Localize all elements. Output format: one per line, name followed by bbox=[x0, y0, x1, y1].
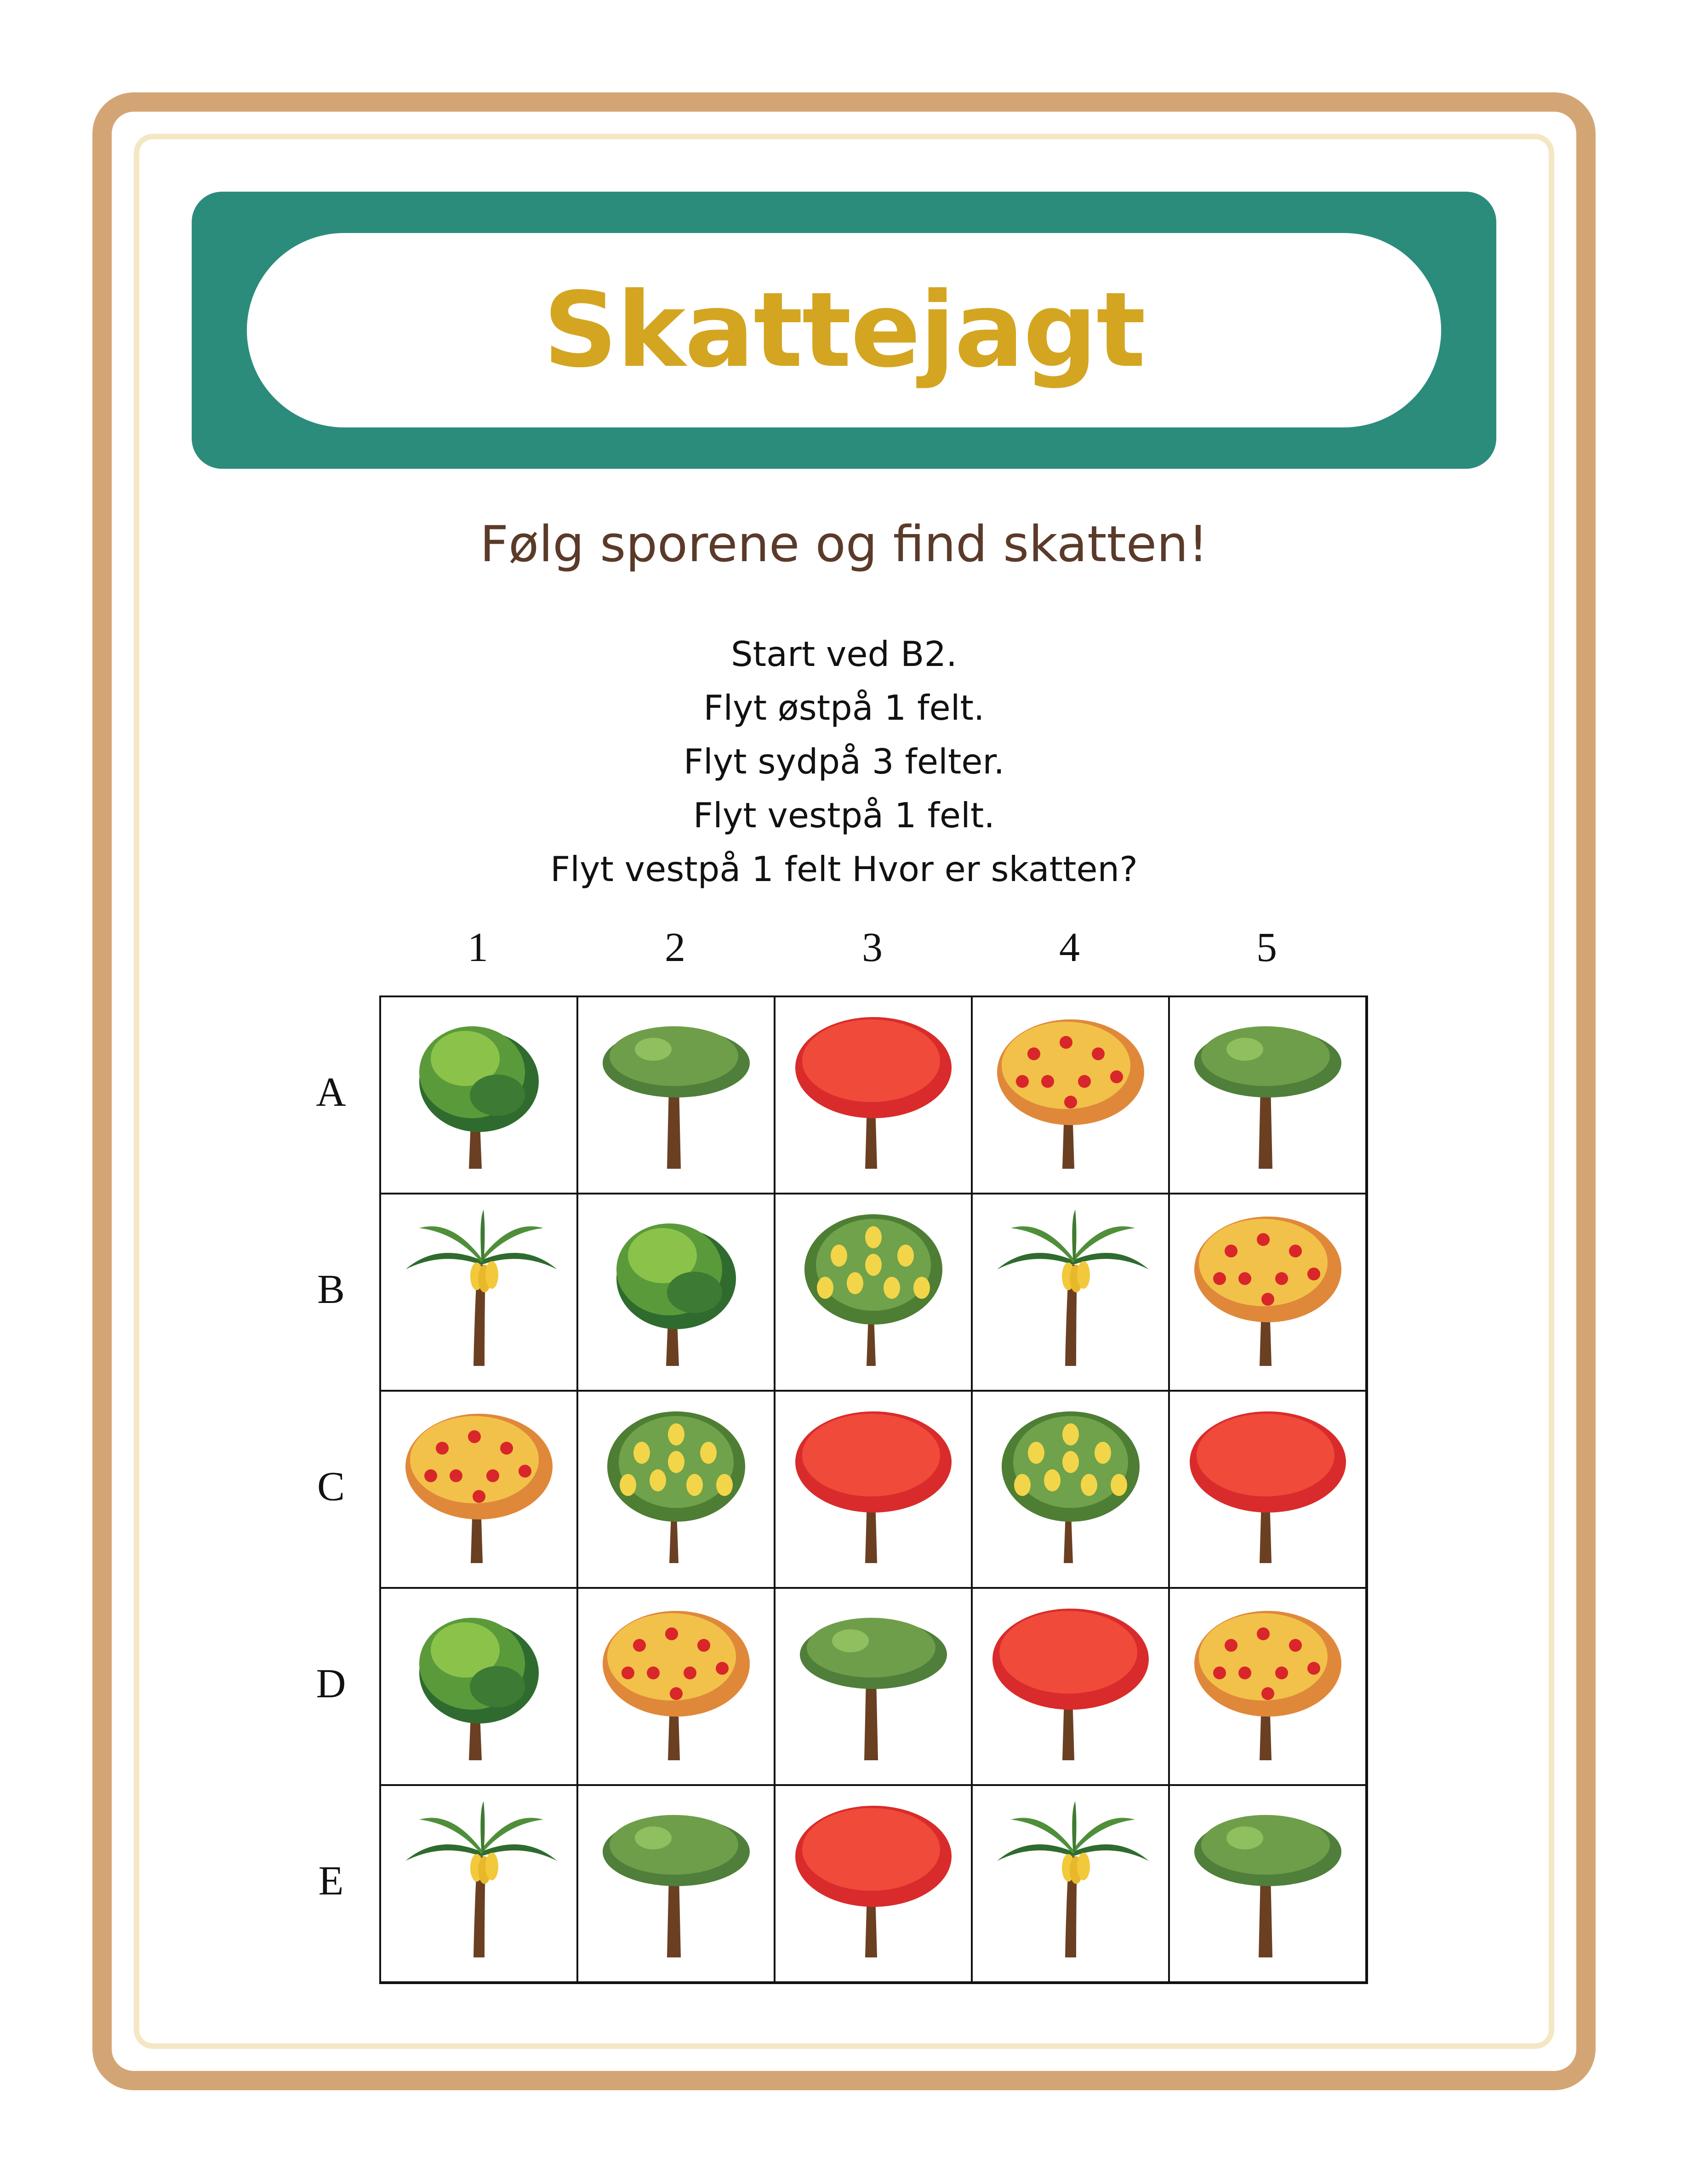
instruction-line: Flyt sydpå 3 felter. bbox=[683, 741, 1005, 782]
grid-cell-B3 bbox=[775, 1194, 972, 1391]
instructions bbox=[0, 627, 1688, 896]
green-tree-icon bbox=[584, 1792, 768, 1976]
grid-cell-D1 bbox=[380, 1588, 577, 1785]
palm-tree-icon bbox=[979, 1200, 1163, 1384]
red-tree-icon bbox=[781, 1398, 965, 1581]
grid-cell-C3 bbox=[775, 1391, 972, 1588]
grid-cell-C5 bbox=[1169, 1391, 1366, 1588]
treasure-grid bbox=[379, 995, 1368, 1984]
grid-cell-A3 bbox=[775, 996, 972, 1194]
green-tree-icon bbox=[1176, 1003, 1360, 1187]
red-tree-icon bbox=[781, 1003, 965, 1187]
grid-cell-A4 bbox=[972, 996, 1169, 1194]
lemon-tree-icon bbox=[584, 1398, 768, 1581]
grid-cell-E5 bbox=[1169, 1785, 1366, 1982]
lemon-tree-icon bbox=[979, 1398, 1163, 1581]
column-label: 4 bbox=[1059, 925, 1080, 970]
palm-tree-icon bbox=[387, 1792, 571, 1976]
apple-tree-icon bbox=[1176, 1200, 1360, 1384]
column-label: 2 bbox=[665, 925, 685, 970]
page-title: Skattejagt bbox=[543, 270, 1145, 391]
grid-cell-B2 bbox=[577, 1194, 775, 1391]
palm-tree-icon bbox=[979, 1792, 1163, 1976]
column-label: 3 bbox=[862, 925, 883, 970]
bush-tree-icon bbox=[584, 1200, 768, 1384]
green-tree-icon bbox=[584, 1003, 768, 1187]
red-tree-icon bbox=[781, 1792, 965, 1976]
grid-cell-D2 bbox=[577, 1588, 775, 1785]
instruction-line: Flyt vestpå 1 felt Hvor er skatten? bbox=[550, 849, 1138, 889]
grid-cell-E3 bbox=[775, 1785, 972, 1982]
apple-tree-icon bbox=[584, 1595, 768, 1779]
apple-tree-icon bbox=[1176, 1595, 1360, 1779]
grid-cell-A5 bbox=[1169, 996, 1366, 1194]
grid-cell-E1 bbox=[380, 1785, 577, 1982]
green-tree-icon bbox=[781, 1595, 965, 1779]
red-tree-icon bbox=[979, 1595, 1163, 1779]
grid-cell-C1 bbox=[380, 1391, 577, 1588]
row-label: A bbox=[316, 1069, 346, 1115]
red-tree-icon bbox=[1176, 1398, 1360, 1581]
instruction-line: Flyt vestpå 1 felt. bbox=[693, 795, 995, 836]
grid-cell-E2 bbox=[577, 1785, 775, 1982]
row-label: C bbox=[317, 1464, 345, 1509]
grid-cell-B4 bbox=[972, 1194, 1169, 1391]
grid-cell-C2 bbox=[577, 1391, 775, 1588]
apple-tree-icon bbox=[979, 1003, 1163, 1187]
row-label: D bbox=[316, 1661, 346, 1706]
grid-cell-C4 bbox=[972, 1391, 1169, 1588]
bush-tree-icon bbox=[387, 1003, 571, 1187]
instruction-line: Start ved B2. bbox=[730, 634, 958, 674]
grid-cell-D3 bbox=[775, 1588, 972, 1785]
subtitle: Følg sporene og find skatten! bbox=[480, 516, 1208, 573]
palm-tree-icon bbox=[387, 1200, 571, 1384]
grid-cell-B1 bbox=[380, 1194, 577, 1391]
green-tree-icon bbox=[1176, 1792, 1360, 1976]
bush-tree-icon bbox=[387, 1595, 571, 1779]
grid-cell-D4 bbox=[972, 1588, 1169, 1785]
column-label: 1 bbox=[468, 925, 488, 970]
grid-cell-D5 bbox=[1169, 1588, 1366, 1785]
title-pill bbox=[247, 233, 1441, 427]
column-label: 5 bbox=[1256, 925, 1277, 970]
row-label: B bbox=[317, 1267, 345, 1312]
grid-cell-A1 bbox=[380, 996, 577, 1194]
grid-cell-B5 bbox=[1169, 1194, 1366, 1391]
grid-cell-E4 bbox=[972, 1785, 1169, 1982]
grid-cell-A2 bbox=[577, 996, 775, 1194]
lemon-tree-icon bbox=[781, 1200, 965, 1384]
instruction-line: Flyt østpå 1 felt. bbox=[703, 688, 985, 728]
row-label: E bbox=[318, 1858, 344, 1904]
apple-tree-icon bbox=[387, 1398, 571, 1581]
